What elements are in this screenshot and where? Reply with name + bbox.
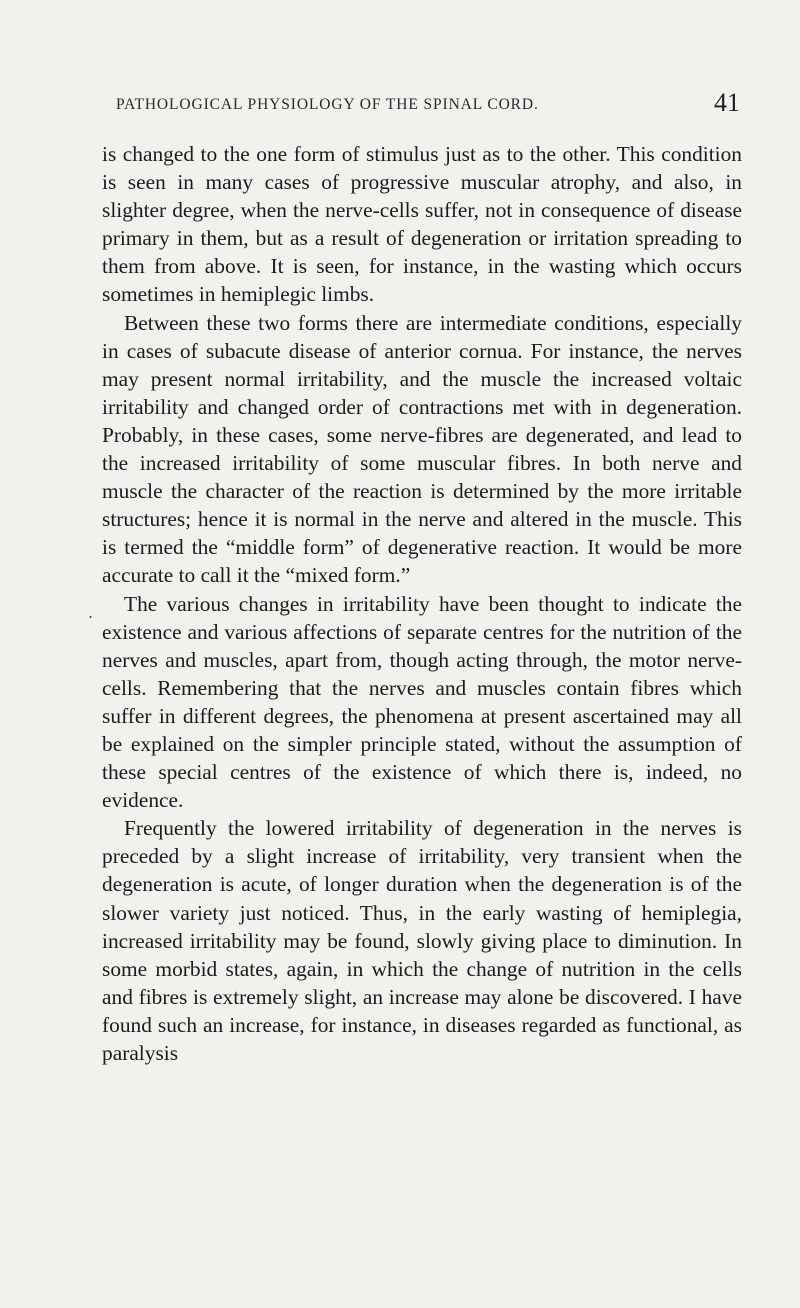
margin-mark: .	[88, 603, 94, 622]
paragraph-1: is changed to the one form of stimulus just as to the other. This condition is seen in many cases of progressive muscular atrophy, and also, in slighter degree, when the nerve-cells suffer, not in consequence of disease primary in them, but as a result of degeneration or irritation spreading to them from above. It is seen, for instance, in the wasting which occurs sometimes in hemiplegic limbs.	[102, 142, 742, 307]
paragraph-2: Between these two forms there are intermediate conditions, especially in cases of subacute disease of anterior cornua. For instance, the nerves may present normal irritability, and the muscle the increased voltaic irritability and changed order of contractions met with in degeneration. Probably, in these cases, some nerve-fibres are degenerated, and lead to the increased irritability of some muscular fibres. In both nerve and muscle the character of the reaction is determined by the more irritable structures; hence it is normal in the nerve and altered in the muscle. This is termed the “middle form” of degenerative reaction. It would be more accurate to call it the “mixed form.”	[102, 310, 742, 588]
paragraph-4: Frequently the lowered irritability of degeneration in the nerves is preceded by a slight increase of irritability, very transient when the degeneration is acute, of longer duration when the degeneration is of the slower variety just noticed. Thus, in the early wasting of hemiplegia, increased irritability may be found, slowly giving place to diminution. In some morbid states, again, in which the change of nutrition in the cells and fibres is extremely slight, an increase may alone be discovered. I have found such an increase, for instance, in diseases regarded as functional, as paralysis	[102, 816, 742, 1065]
running-head	[102, 88, 742, 124]
page-number: 41	[714, 88, 740, 117]
paragraph-3: The various changes in irritability have been thought to indicate the existence and various affections of separate centres for the nutrition of the nerves and muscles, apart from, though acting through, the motor nerve-cells. Remembering that the nerves and muscles contain fibres which suffer in different degrees, the phenomena at present ascertained may all be explained on the simpler principle stated, without the assumption of these special centres of the existence of which there is, indeed, no evidence.	[102, 591, 742, 813]
body-text	[102, 140, 742, 1067]
running-title: PATHOLOGICAL PHYSIOLOGY OF THE SPINAL CORD.	[116, 96, 539, 113]
